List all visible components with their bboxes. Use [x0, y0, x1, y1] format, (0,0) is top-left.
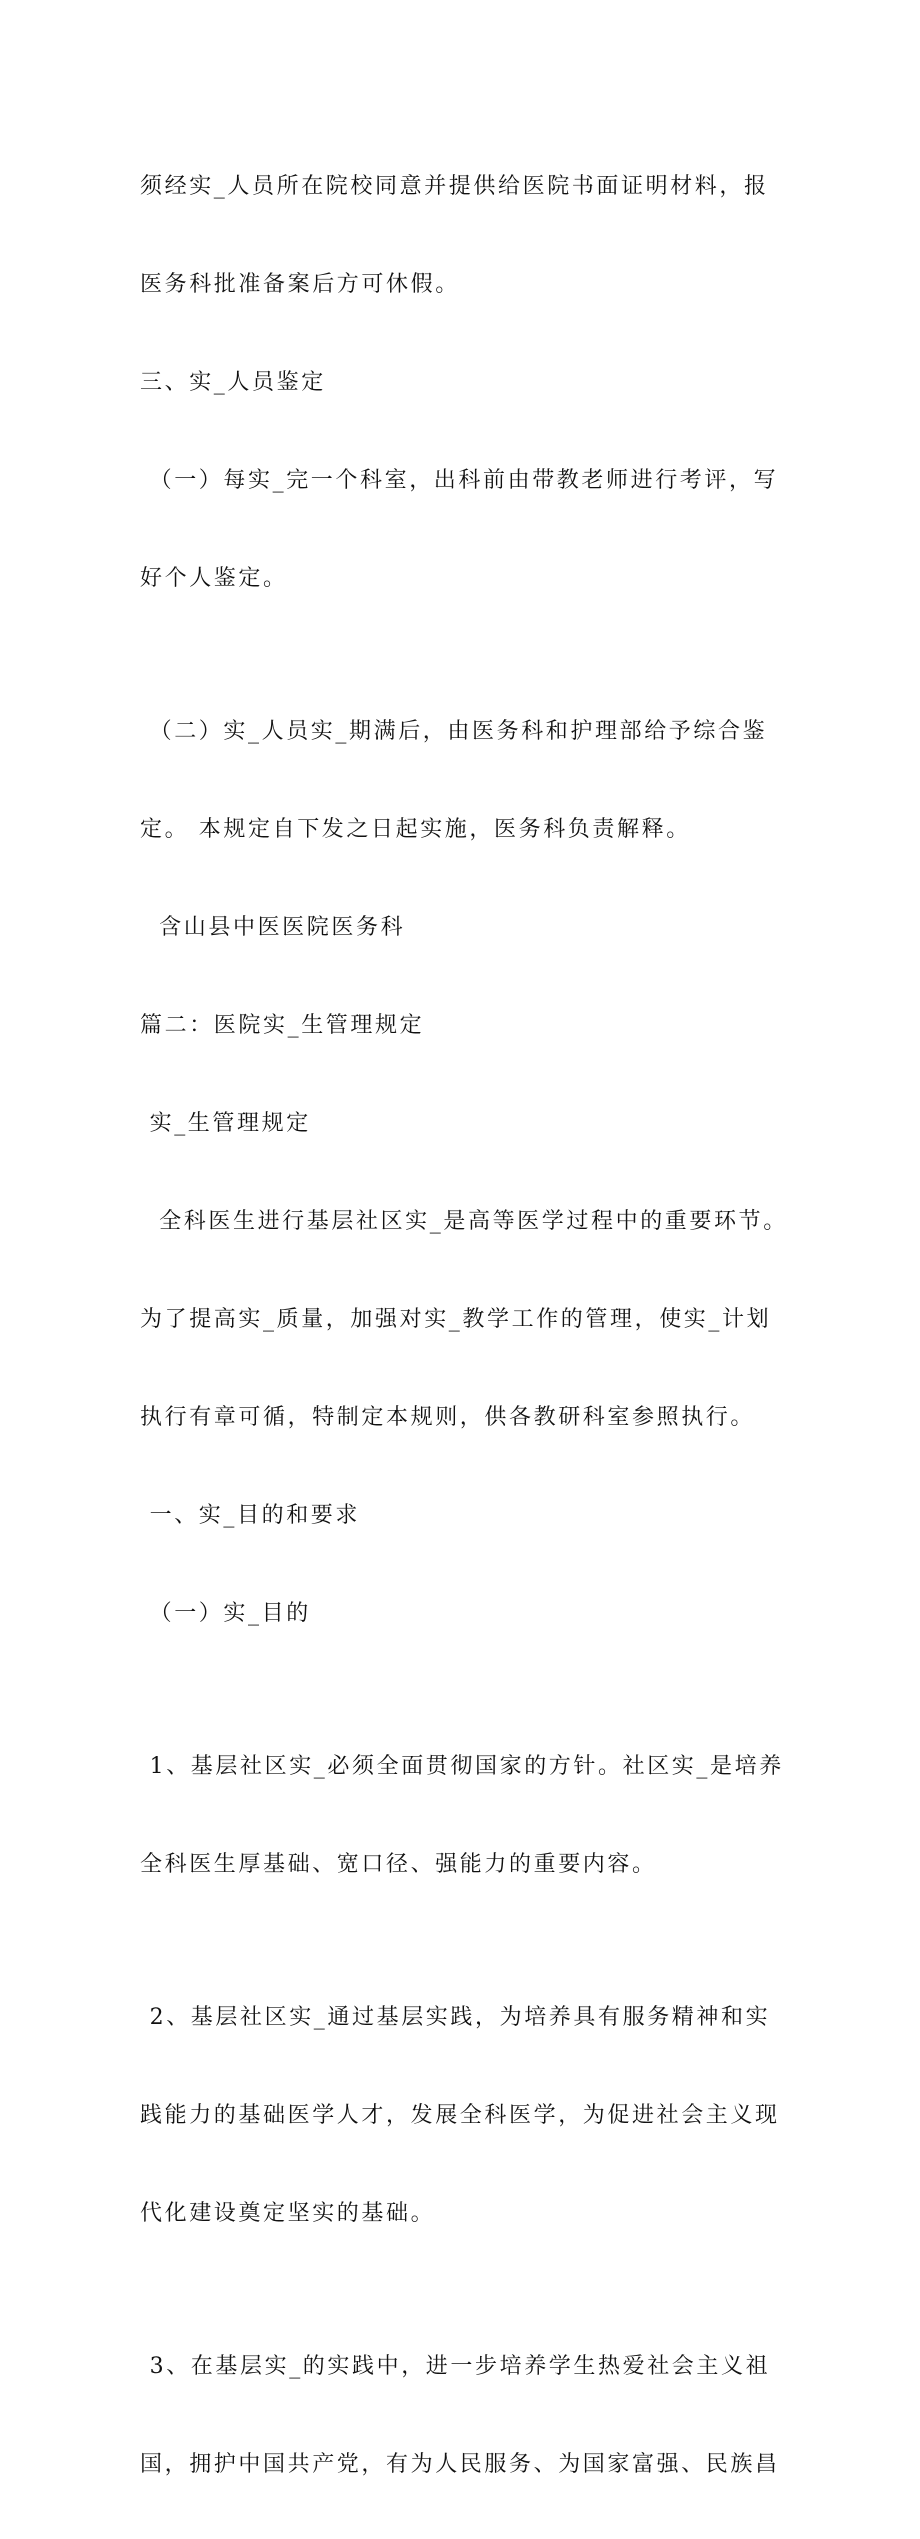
text-line: （二）实_人员实_期满后，由医务科和护理部给予综合鉴: [140, 719, 768, 744]
text-line: 全科医生厚基础、宽口径、强能力的重要内容。: [140, 1852, 657, 1877]
signature-line: 含山县中医医院医务科: [140, 915, 406, 940]
text-line: 国，拥护中国共产党，有为人民服务、为国家富强、民族昌: [140, 2452, 780, 2477]
text-line: 代化建设奠定坚实的基础。: [140, 2201, 436, 2226]
text-line: 践能力的基础医学人才，发展全科医学，为促进社会主义现: [140, 2103, 780, 2128]
paragraph-gap: [140, 1939, 800, 1944]
text-line: 3、在基层实_的实践中，进一步培养学生热爱社会主义祖: [140, 2354, 771, 2379]
paragraph-gap: [140, 1688, 800, 1693]
text-line: 医务科批准备案后方可休假。: [140, 272, 460, 297]
text-line: 好个人鉴定。: [140, 566, 288, 591]
section-heading: 三、实_人员鉴定: [140, 370, 326, 395]
text-line: 须经实_人员所在院校同意并提供给医院书面证明材料，报: [140, 174, 769, 199]
text-line: 执行有章可循，特制定本规则，供各教研科室参照执行。: [140, 1405, 756, 1430]
text-line: 全科医生进行基层社区实_是高等医学过程中的重要环节。: [140, 1209, 788, 1234]
text-line: 2、基层社区实_通过基层实践，为培养具有服务精神和实: [140, 2005, 771, 2030]
paragraph-gap: [140, 653, 800, 658]
text-line: 为了提高实_质量，加强对实_教学工作的管理，使实_计划: [140, 1307, 772, 1332]
text-line: （一）每实_完一个科室，出科前由带教老师进行考评，写: [140, 468, 779, 493]
text-line: 1、基层社区实_必须全面贯彻国家的方针。社区实_是培养: [140, 1754, 784, 1779]
chapter-heading: 篇二：医院实_生管理规定: [140, 1013, 425, 1038]
subsection-heading: （一）实_目的: [140, 1601, 311, 1626]
section-heading: 一、实_目的和要求: [140, 1503, 360, 1528]
subtitle-line: 实_生管理规定: [140, 1111, 311, 1136]
document-body: [140, 113, 800, 2539]
text-line: 定。 本规定自下发之日起实施，医务科负责解释。: [140, 817, 691, 842]
paragraph-gap: [140, 2288, 800, 2293]
